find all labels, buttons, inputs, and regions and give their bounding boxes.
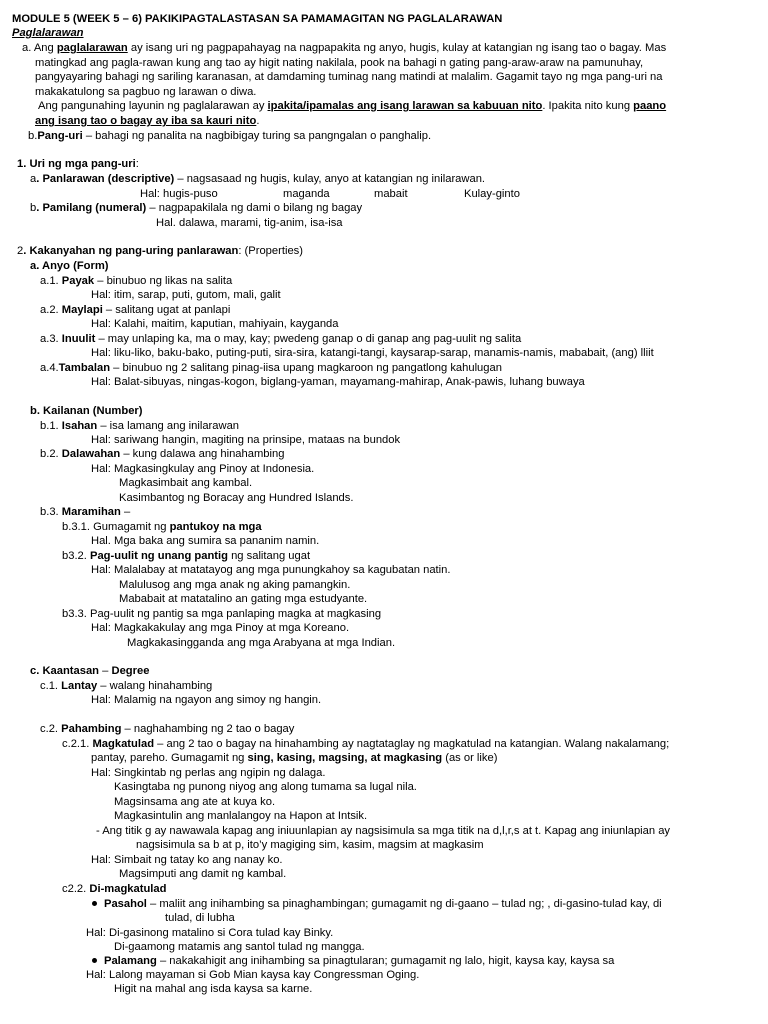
s2-b33-example-2: Magkakasingganda ang mga Arabyana at mga Indian. <box>127 637 396 649</box>
section-subtitle: Paglalarawan <box>12 27 84 39</box>
s2-b32-line: b3.2. Pag-uulit ng unang pantig ng salitang ugat <box>62 550 311 562</box>
s2-b1-example: Hal: sariwang hangin, magiting na prinsipe, mataas na bundok <box>91 434 401 446</box>
intro-goal-line2: ang isang tao o bagay ay iba sa kauri nito. <box>35 115 260 127</box>
s2-b33-example-1: Hal: Magkakakulay ang mga Pinoy at mga Koreano. <box>91 622 350 634</box>
s2-b2-line: b.2. Dalawahan – kung dalawa ang hinahambing <box>40 448 285 460</box>
s2-b31-line: b.3.1. Gumagamit ng pantukoy na mga <box>62 521 262 533</box>
s2-a1-example: Hal: itim, sarap, puti, gutom, mali, galit <box>91 289 281 301</box>
s2-b-heading: b. Kailanan (Number) <box>30 405 143 417</box>
palamang-line: Palamang – nakakahigit ang inihambing sa pinagtularan; gumagamit ng lalo, higit, kaysa kay, kaysa sa <box>92 955 614 968</box>
intro-a-line3: pangyayaring bahagi ng sariling karanasan, at damdaming tuminag nang matindi at malalim. Gagamit tayo ng mga pang-uri na <box>35 71 663 83</box>
intro-goal-line1: Ang pangunahing layunin ng paglalarawan ay ipakita/ipamalas ang isang larawan sa kabuuan nito. Ipakita nito kung paano <box>38 100 667 112</box>
s2-b32-example-3: Mababait at matatalino an gating mga estudyante. <box>119 593 368 605</box>
pasahol-example-1: Hal: Di-gasinong matalino si Cora tulad kay Binky. <box>86 927 334 939</box>
s2-a3-line: a.3. Inuulit – may unlaping ka, ma o may, kay; pwedeng ganap o di ganap ang pag-uulit ng salita <box>40 333 522 345</box>
s1-a-example-2: maganda <box>283 188 330 200</box>
s2-b31-example: Hal. Mga baka ang sumira sa pananim namin. <box>91 535 320 547</box>
s2-b2-example-2: Magkasimbait ang kambal. <box>119 477 253 489</box>
palamang-example-2: Higit na mahal ang isda kaysa sa karne. <box>114 983 313 995</box>
s2-heading: 2. Kakanyahan ng pang-uring panlarawan: (Properties) <box>17 245 303 257</box>
s2-a4-example: Hal: Balat-sibuyas, ningas-kogon, biglang-yaman, mayamang-mahirap, Anak-pawis, luhang buwaya <box>91 376 585 388</box>
s1-b-example: Hal. dalawa, marami, tig-anim, isa-isa <box>156 217 343 229</box>
intro-a-line1: a. Ang paglalarawan ay isang uri ng pagpapahayag na nagpapakita ng anyo, hugis, kulay at katangian ng isang tao o bagay. Mas <box>22 42 667 54</box>
s2-b32-example-2: Malulusog ang mga anak ng aking pamangkin. <box>119 579 351 591</box>
s2-c-heading: c. Kaantasan – Degree <box>30 665 150 677</box>
s1-heading: 1. Uri ng mga pang-uri: <box>17 158 139 170</box>
bullet-icon <box>92 901 97 906</box>
s2-a-heading: a. Anyo (Form) <box>30 260 109 272</box>
s2-c21-note-line1: - Ang titik g ay nawawala kapag ang iniuunlapian ay nagsisimula sa mga titik na d,l,r,s at t. Kapag ang iniunlapian ay <box>96 825 671 837</box>
s1-a-example-3: mabait <box>374 188 408 200</box>
s2-c21-example-2: Kasingtaba ng punong niyog ang along tumama sa lugal nila. <box>114 781 417 793</box>
s2-c2-line: c.2. Pahambing – naghahambing ng 2 tao o bagay <box>40 723 295 735</box>
s1-a-line: a. Panlarawan (descriptive) – nagsasaad ng hugis, kulay, anyo at katangian ng inilarawan. <box>30 173 486 185</box>
s2-c1-example: Hal: Malamig na ngayon ang simoy ng hangin. <box>91 694 322 706</box>
s2-b33-line: b3.3. Pag-uulit ng pantig sa mga panlaping magka at magkasing <box>62 608 382 620</box>
s1-a-example-1: Hal: hugis-puso <box>140 188 218 200</box>
intro-a-line2: matingkad ang pagla-rawan kung ang tao ay higit nating nakilala, pook na bahagi n gating pang-araw-araw na pamunuhay, <box>35 57 644 69</box>
palamang-example-1: Hal: Lalong mayaman si Gob Mian kaysa kay Congressman Oging. <box>86 969 420 981</box>
s1-b-line: b. Pamilang (numeral) – nagpapakilala ng dami o bilang ng bagay <box>30 202 363 214</box>
s2-b3-line: b.3. Maramihan – <box>40 506 131 518</box>
s2-b2-example-3: Kasimbantog ng Boracay ang Hundred Islands. <box>119 492 354 504</box>
s2-b2-example-1: Hal: Magkasingkulay ang Pinoy at Indonesia. <box>91 463 315 475</box>
pasahol-example-2: Di-gaamong matamis ang santol tulad ng mangga. <box>114 941 365 953</box>
s2-c21-line2: pantay, pareho. Gumagamit ng sing, kasing, magsing, at magkasing (as or like) <box>91 752 498 764</box>
s2-a4-line: a.4.Tambalan – binubuo ng 2 salitang pinag-iisa upang magkaroon ng pangatlong kahulugan <box>40 362 502 374</box>
intro-b-line: b.Pang-uri – bahagi ng panalita na nagbibigay turing sa pangngalan o panghalip. <box>28 130 432 142</box>
s2-c21-line: c.2.1. Magkatulad – ang 2 tao o bagay na hinahambing ay nagtataglay ng magkatulad na katangian. Walang nakalamang; <box>62 738 670 750</box>
s2-c21-example-6: Magsimputi ang damit ng kambal. <box>119 868 287 880</box>
s2-c21-example-1: Hal: Singkintab ng perlas ang ngipin ng dalaga. <box>91 767 326 779</box>
s2-c21-note-line2: nagsisimula sa b at p, ito’y magiging sim, kasim, magsim at magkasim <box>136 839 484 851</box>
s2-c22-line: c2.2. Di-magkatulad <box>62 883 167 895</box>
s1-a-example-4: Kulay-ginto <box>464 188 520 200</box>
pasahol-line: Pasahol – maliit ang inihambing sa pinaghambingan; gumagamit ng di-gaano – tulad ng; , di-gasino-tulad kay, di <box>92 898 662 911</box>
s2-c1-line: c.1. Lantay – walang hinahambing <box>40 680 213 692</box>
s2-a2-line: a.2. Maylapi – salitang ugat at panlapi <box>40 304 231 316</box>
intro-a-line4: makakatulong sa pagbuo ng larawan o diwa. <box>35 86 257 98</box>
s2-a1-line: a.1. Payak – binubuo ng likas na salita <box>40 275 233 287</box>
s2-c21-example-5: Hal: Simbait ng tatay ko ang nanay ko. <box>91 854 283 866</box>
s2-a2-example: Hal: Kalahi, maitim, kaputian, mahiyain, kayganda <box>91 318 339 330</box>
s2-c21-example-4: Magkasintulin ang manlalangoy na Hapon at Intsik. <box>114 810 368 822</box>
module-title: MODULE 5 (WEEK 5 – 6) PAKIKIPAGTALASTASAN SA PAMAMAGITAN NG PAGLALARAWAN <box>12 13 503 25</box>
s2-b32-example-1: Hal: Malalabay at matatayog ang mga punungkahoy sa kagubatan natin. <box>91 564 451 576</box>
s2-b1-line: b.1. Isahan – isa lamang ang inilarawan <box>40 420 240 432</box>
bullet-icon <box>92 958 97 963</box>
s2-c21-example-3: Magsinsama ang ate at kuya ko. <box>114 796 276 808</box>
s2-a3-example: Hal: liku-liko, baku-bako, puting-puti, sira-sira, katangi-tangi, kaysarap-sarap, manamis-namis, mababait, (ang) lliit <box>91 347 654 359</box>
pasahol-line2: tulad, di lubha <box>165 912 235 924</box>
